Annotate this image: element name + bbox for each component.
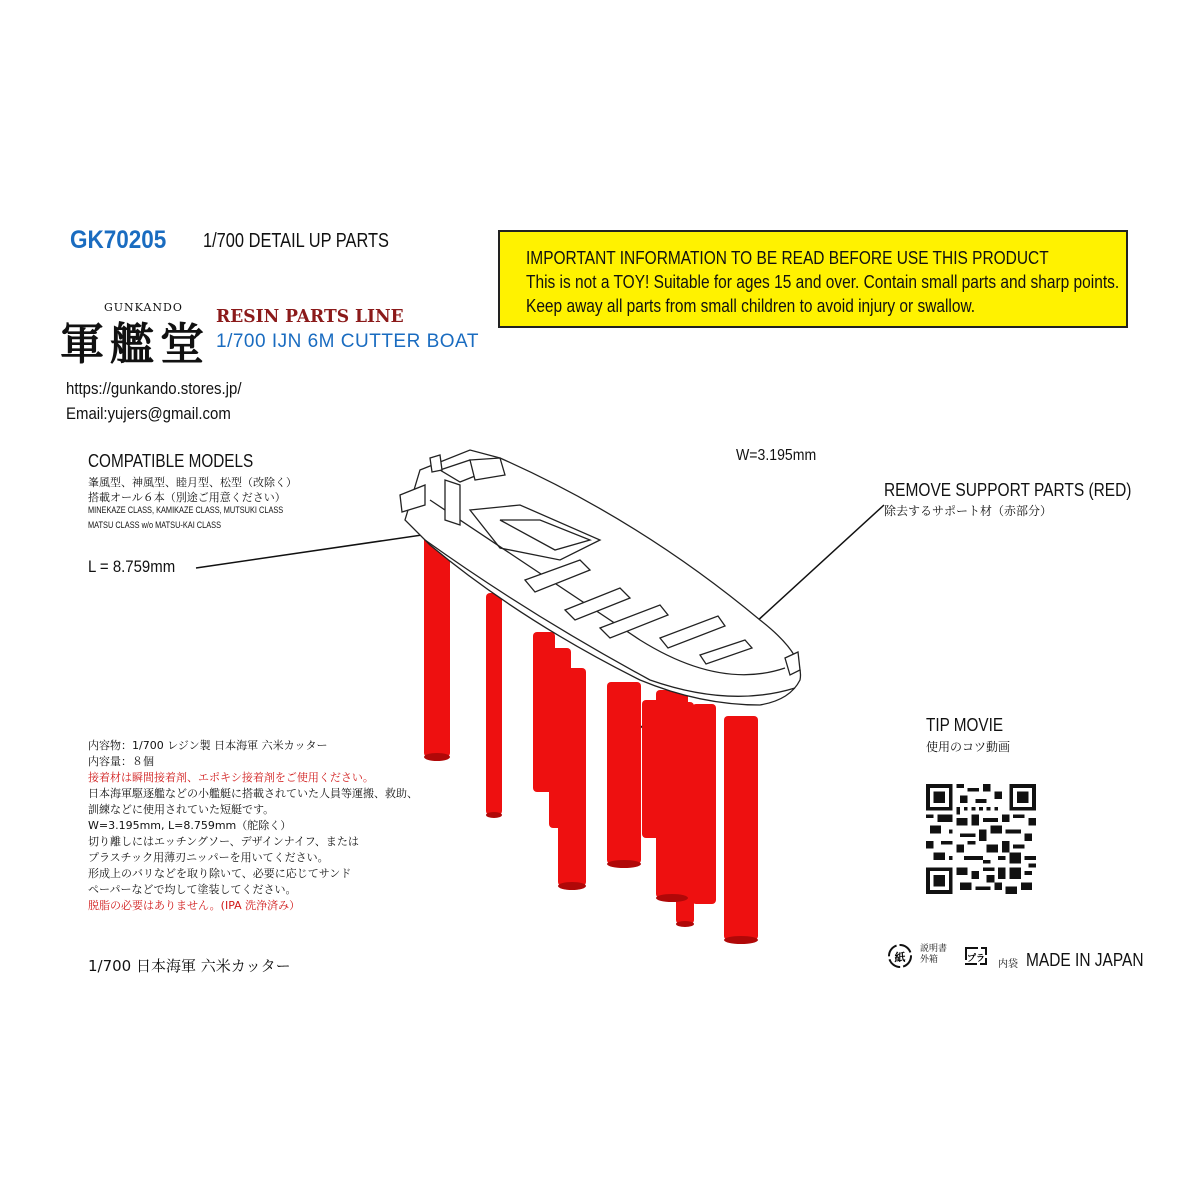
paper-mark: 紙 xyxy=(894,951,906,964)
plastic-recycle-label: 内袋 xyxy=(998,959,1018,970)
support-post xyxy=(676,702,694,924)
brand-logo: 軍艦堂 xyxy=(60,319,210,370)
product-code: GK70205 xyxy=(70,226,167,254)
support-subtitle: 除去するサポート材（赤部分） xyxy=(884,504,1053,518)
tip-subtitle: 使用のコツ動画 xyxy=(926,740,1011,754)
series-label: 1/700 DETAIL UP PARTS xyxy=(203,230,389,252)
support-post xyxy=(424,535,450,757)
store-url[interactable]: https://gunkando.stores.jp/ xyxy=(66,379,242,398)
support-post xyxy=(607,682,641,864)
desc-line-2: 内容量：８個 xyxy=(88,755,154,768)
qr-code-icon[interactable] xyxy=(926,784,1036,894)
paper-recycle-icon xyxy=(886,942,914,970)
brand-kana: GUNKANDO xyxy=(104,301,183,314)
support-title: REMOVE SUPPORT PARTS (RED) xyxy=(884,480,1132,500)
compatible-en-line-2: MATSU CLASS w/o MATSU-KAI CLASS xyxy=(88,520,222,530)
desc-line-6: W=3.195mm, L=8.759mm（舵除く） xyxy=(88,819,292,832)
desc-line-5: 訓練などに使用されていた短艇です。 xyxy=(88,803,275,816)
desc-line-1: 内容物：1/700 レジン製 日本海軍 六米カッター xyxy=(88,739,328,752)
support-post xyxy=(486,593,502,815)
desc-line-11: 脱脂の必要はありません。(IPA 洗浄済み） xyxy=(88,899,301,912)
width-label: W=3.195mm xyxy=(736,447,817,464)
support-post xyxy=(558,668,586,886)
product-name: 1/700 IJN 6M CUTTER BOAT xyxy=(216,331,479,352)
compatible-jp-line-1: 峯風型、神風型、睦月型、松型（改除く） xyxy=(88,476,297,489)
footer-title: 1/700 日本海軍 六米カッター xyxy=(88,957,291,975)
warning-line-1: IMPORTANT INFORMATION TO BE READ BEFORE USE THIS PRODUCT xyxy=(526,248,1049,268)
support-post xyxy=(692,704,716,904)
warning-line-2: This is not a TOY! Suitable for ages 15 and over. Contain small parts and sharp points. xyxy=(526,272,1120,292)
desc-line-8: プラスチック用薄刃ニッパーを用いてください。 xyxy=(88,851,329,864)
plastic-mark: プラ xyxy=(966,954,986,964)
boat-hull xyxy=(400,450,801,705)
paper-recycle-label: 説明書 外箱 xyxy=(920,944,948,965)
support-post xyxy=(724,716,758,940)
length-label: L = 8.759mm xyxy=(88,557,176,576)
product-line: RESIN PARTS LINE xyxy=(216,306,404,327)
desc-line-10: ペーパーなどで均して塗装してください。 xyxy=(88,883,297,896)
desc-line-9: 形成上のバリなどを取り除いて、必要に応じてサンド xyxy=(88,867,352,880)
plastic-recycle-icon xyxy=(960,942,992,970)
compatible-title: COMPATIBLE MODELS xyxy=(88,451,254,471)
desc-line-7: 切り離しにはエッチングソー、デザインナイフ、または xyxy=(88,835,359,848)
made-in-label: MADE IN JAPAN xyxy=(1026,950,1144,970)
compatible-jp-line-2: 搭載オール６本（別途ご用意ください） xyxy=(88,491,286,504)
desc-line-3: 接着材は瞬間接着剤、エポキシ接着剤をご使用ください。 xyxy=(88,771,374,784)
tip-title: TIP MOVIE xyxy=(926,715,1004,735)
compatible-en-line-1: MINEKAZE CLASS, KAMIKAZE CLASS, MUTSUKI CLASS xyxy=(88,505,284,515)
contact-email[interactable]: Email:yujers@gmail.com xyxy=(66,404,231,423)
desc-line-4: 日本海軍駆逐艦などの小艦艇に搭載されていた人員等運搬、救助、 xyxy=(88,787,418,800)
warning-line-3: Keep away all parts from small children to avoid injury or swallow. xyxy=(526,296,976,316)
